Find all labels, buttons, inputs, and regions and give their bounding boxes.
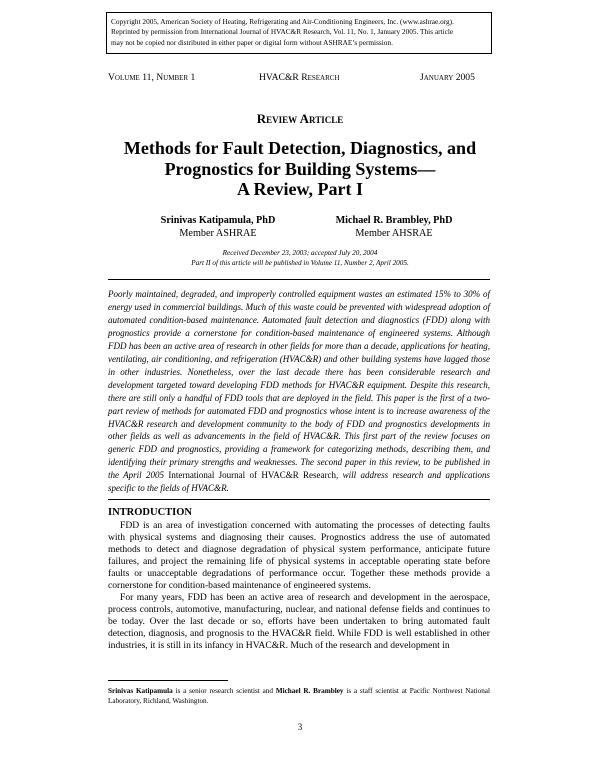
- title-line: Prognostics for Building Systems—: [164, 158, 436, 179]
- footnote-text: is a senior research scientist and: [172, 687, 276, 695]
- abstract: [108, 288, 490, 495]
- abstract-bottom-divider: [108, 499, 490, 500]
- abstract-top-divider: [108, 279, 490, 280]
- copyright-line: may not be copied nor distributed in either paper or digital form without ASHRAE’s permission.: [111, 37, 393, 47]
- author-affiliation: Member ASHRAE: [179, 228, 257, 239]
- footnote-text: is a staff scientist at Pacific Northwest National Laboratory, Richland, Washington.: [108, 687, 490, 706]
- footnote-divider: [108, 680, 228, 681]
- copyright-line: Copyright 2005, American Society of Heating, Refrigerating and Air-Conditioning Engineers, Inc. (www.ashrae.org).: [111, 17, 454, 26]
- received-date: Received December 23, 2003; accepted July 20, 2004: [222, 249, 378, 257]
- body-paragraph: FDD is an area of investigation concerned with automating the processes of detecting faults with physical systems and diagnosing their causes. Prognostics address the use of automated methods to detect and diagnose degradation of physical system performance, anticipate future failures, and project the remaining life of physical systems in acceptable operating state before faults or unacceptable degradations of performance occur. Together these methods provide a cornerstone for condition-based maintenance of engineered systems.: [108, 520, 490, 592]
- publication-dates: [0, 249, 600, 268]
- article-title: [60, 138, 540, 200]
- title-line: Methods for Fault Detection, Diagnostics, and: [123, 138, 477, 158]
- abstract-text: , will address research and applications specific to the fields of HVAC&R.: [108, 470, 490, 494]
- author-footnote: [108, 686, 490, 706]
- page-number: 3: [297, 722, 303, 732]
- copyright-notice: [106, 12, 492, 54]
- part-two-note: Part II of this article will be published in Volume 11, Number 2, April 2005.: [191, 258, 409, 267]
- footnote-author-name: Srinivas Katipamula: [108, 687, 173, 695]
- introduction-body: [108, 520, 490, 653]
- body-paragraph: For many years, FDD has been an active area of research and development in the aerospace, process controls, automotive, manufacturing, nuclear, and national defense fields and continues to be today. Over the last decade or so, efforts have been undertaken to bring automated fault detection, diagnosis, and prognosis to the HVAC&R field. While FDD is well established in other industries, it is still in its infancy in HVAC&R. Much of the research and development in: [108, 592, 490, 652]
- copyright-line: Reprinted by permission from International Journal of HVAC&R Research, Vol. 11, No. 1, January 2005. This article: [111, 27, 454, 37]
- section-heading-introduction: INTRODUCTION: [108, 507, 193, 518]
- running-head-volume: Volume 11, Number 1: [108, 72, 196, 83]
- author-name: Srinivas Katipamula, PhD: [160, 215, 276, 226]
- author-block: [118, 214, 318, 240]
- author-affiliation: Member AHSRAE: [355, 228, 433, 239]
- author-block: [294, 214, 494, 240]
- abstract-text: Poorly maintained, degraded, and improperly controlled equipment wastes an estimated 15% to 30% of energy used in commercial buildings. Much of this waste could be prevented with widespread adoption of automated condition-based maintenance. Automated fault detection and diagnostics (FDD) along with prognostics provide a cornerstone for condition-based maintenance of engineered systems. Although FDD has been an active area of research in other fields for more than a decade, applications for heating, ventilating, air conditioning, and refrigeration (HVAC&R) and other building systems have lagged those in other industries. Nonetheless, over the last decade there has been considerable research and development targeted toward developing FDD methods for HVAC&R equipment. Despite this research, there are still only a handful of FDD tools that are deployed in the field. This paper is the first of a two-part review of methods for automated FDD and prognostics whose intent is to increase awareness of the HVAC&R research and development community to the body of FDD and prognostics developments in other fields as well as advancements in the field of HVAC&R. This first part of the review focuses on generic FDD and prognostics, providing a framework for categorizing methods, describing them, and identifying their primary strengths and weaknesses. The second paper in this review, to be published in the April 2005: [108, 289, 490, 481]
- abstract-journal-name: International Journal of HVAC&R Research: [168, 470, 337, 481]
- running-head-journal: HVAC&R Research: [259, 72, 340, 83]
- title-line: A Review, Part I: [237, 179, 363, 199]
- article-type: Review Article: [256, 111, 344, 126]
- footnote-author-name: Michael R. Brambley: [275, 687, 344, 695]
- author-name: Michael R. Brambley, PhD: [335, 215, 453, 226]
- running-head-date: January 2005: [420, 72, 475, 83]
